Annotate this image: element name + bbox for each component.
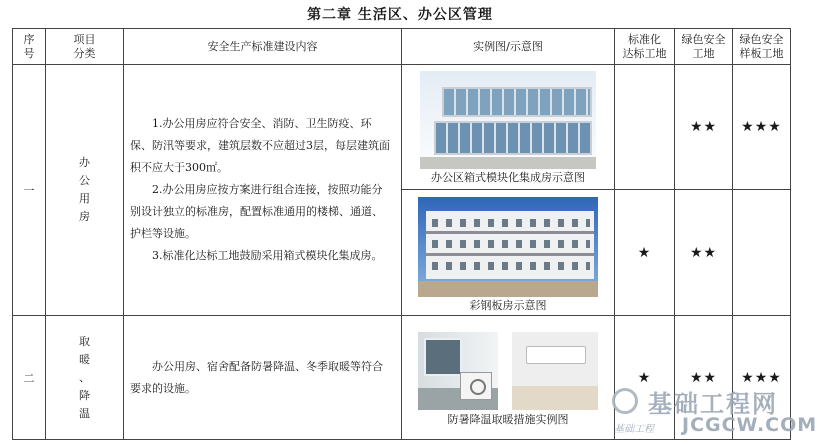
model-rating xyxy=(733,190,791,316)
header-category xyxy=(46,29,124,65)
header-category-line1: 项目 xyxy=(73,32,96,46)
content-paragraph: 2.办公用房应按方案进行组合连接，按照功能分别设计独立的标准房，配置标准通用的楼梯、通道、护栏等设施。 xyxy=(130,183,383,240)
standard-rating xyxy=(615,65,675,190)
example-caption: 防暑降温取暖措施实例图 xyxy=(447,413,569,426)
header-category-line2: 分类 xyxy=(73,46,96,60)
ac-indoor-unit xyxy=(526,346,586,364)
category-char: 公 xyxy=(79,174,90,187)
row-category xyxy=(46,65,124,316)
window-row xyxy=(432,240,590,248)
green-rating: ★★ xyxy=(675,65,733,190)
model-rating: ★★★ xyxy=(733,316,791,440)
floor-walkway xyxy=(426,231,594,234)
content-paragraph: 办公用房、宿舍配备防暑降温、冬季取暖等符合要求的设施。 xyxy=(130,359,383,395)
fan-icon xyxy=(470,379,486,395)
category-char: 房 xyxy=(79,210,90,223)
header-content: 安全生产标准建设内容 xyxy=(124,29,402,65)
indoor-ac-image xyxy=(512,332,598,410)
window-row xyxy=(432,219,590,227)
example-caption: 彩钢板房示意图 xyxy=(469,298,547,312)
category-char: 取 xyxy=(79,334,90,348)
header-model-line1: 绿色安全 xyxy=(739,32,784,46)
category-char: 办 xyxy=(79,156,90,169)
category-char: 暖 xyxy=(79,352,90,366)
example-cell xyxy=(402,65,615,190)
header-seq xyxy=(13,29,46,65)
standards-table xyxy=(12,28,791,440)
table-row xyxy=(13,65,791,190)
header-green-line1: 绿色安全 xyxy=(681,32,726,46)
standard-rating: ★ xyxy=(615,190,675,316)
example-cell xyxy=(402,316,615,440)
category-char: 温 xyxy=(79,406,90,420)
watermark-chinese: 基础工程网 xyxy=(648,390,778,418)
model-rating: ★★★ xyxy=(733,65,791,190)
green-rating: ★★ xyxy=(675,316,733,440)
header-green-line2: 工地 xyxy=(692,46,715,60)
watermark-english: JCGCW.COM xyxy=(682,414,817,436)
row-category xyxy=(46,316,124,440)
header-standard-line1: 标准化 xyxy=(628,32,661,46)
floor-walkway xyxy=(426,253,594,256)
category-char: 、 xyxy=(79,370,90,384)
ground xyxy=(420,157,596,169)
header-model xyxy=(733,29,791,65)
header-green xyxy=(675,29,733,65)
category-char: 降 xyxy=(79,388,90,402)
standard-rating: ★ xyxy=(615,316,675,440)
header-model-line2: 样板工地 xyxy=(739,46,784,60)
building-lower-floor xyxy=(434,121,592,155)
window-row xyxy=(432,262,590,270)
header-standard-line2: 达标工地 xyxy=(622,46,667,60)
outdoor-ac-unit-image xyxy=(418,332,498,410)
header-seq-text: 序号 xyxy=(23,32,35,60)
category-char: 用 xyxy=(79,192,90,205)
table-row xyxy=(13,316,791,440)
header-row xyxy=(13,29,791,65)
row-content xyxy=(124,65,402,316)
steel-dormitory-image xyxy=(418,197,598,297)
watermark-tagline: 基础工程 xyxy=(614,424,654,435)
example-caption: 办公区箱式模块化集成房示意图 xyxy=(431,171,585,184)
row-seq: 一 xyxy=(13,65,46,316)
building-upper-floor xyxy=(442,87,592,117)
green-rating: ★★ xyxy=(675,190,733,316)
content-paragraph: 1.办公用房应符合安全、消防、卫生防疫、环保、防汛等要求，建筑层数不应超过3层，每层建筑面积不应大于300㎡。 xyxy=(130,117,390,174)
chapter-title: 第二章 生活区、办公区管理 xyxy=(307,7,493,23)
ground xyxy=(418,281,598,297)
modular-office-image xyxy=(420,71,596,169)
row-seq: 二 xyxy=(13,316,46,440)
cabinet xyxy=(512,386,598,410)
header-example: 实例图/示意图 xyxy=(402,29,615,65)
row-content xyxy=(124,316,402,440)
example-cell xyxy=(402,190,615,316)
window xyxy=(424,338,462,376)
header-standard xyxy=(615,29,675,65)
content-paragraph: 3.标准化达标工地鼓励采用箱式模块化集成房。 xyxy=(152,249,383,262)
example-image-pair xyxy=(402,332,614,410)
